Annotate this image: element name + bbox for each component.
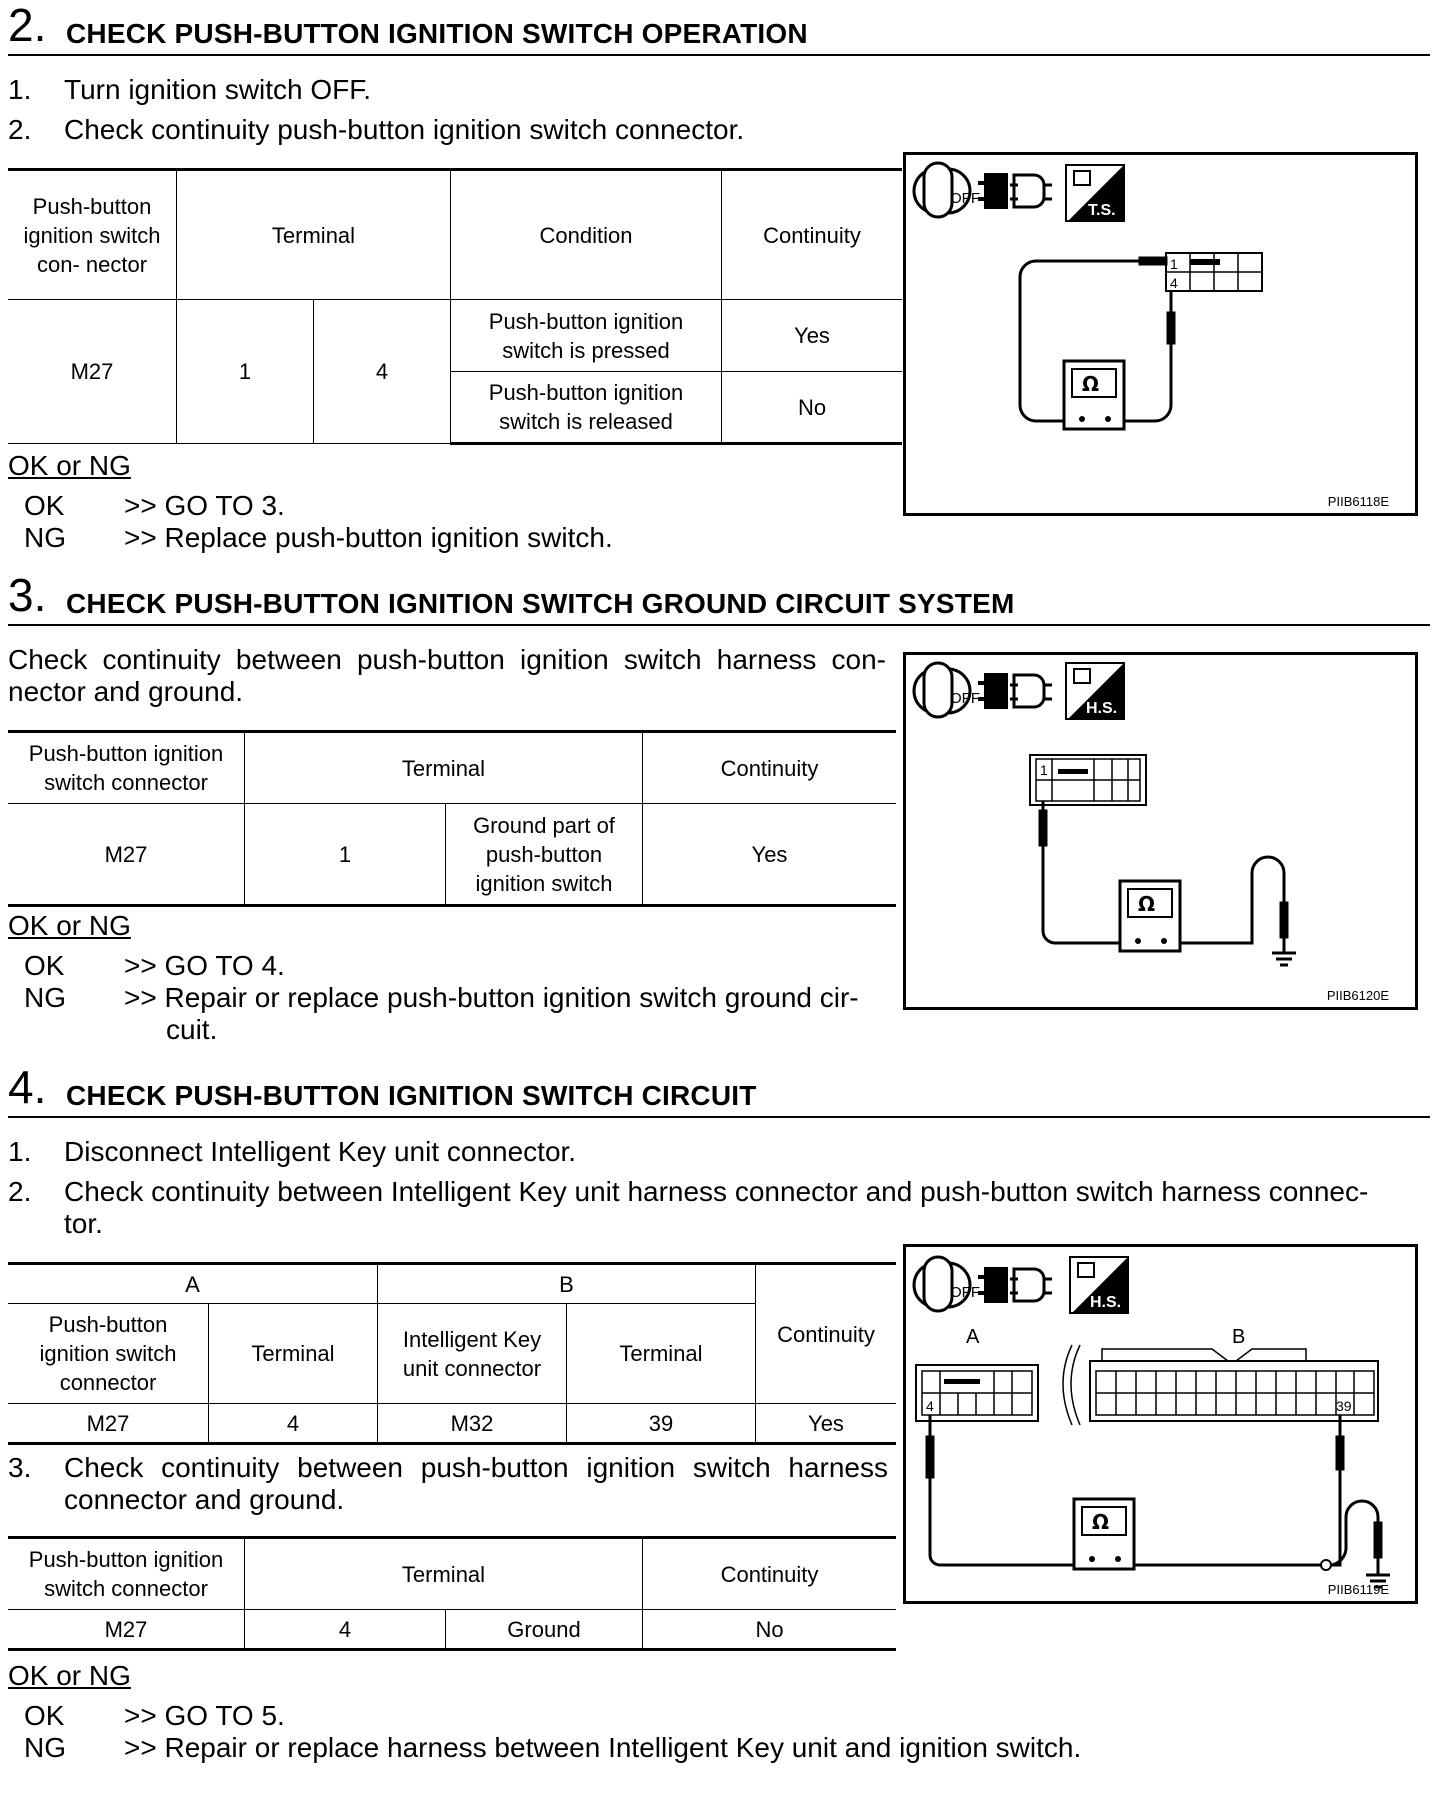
header-condition: Condition	[451, 170, 722, 300]
result-key: NG	[24, 1732, 66, 1763]
cell-connector: M27	[8, 804, 245, 906]
connector-disconnect-icon	[978, 1267, 1052, 1303]
header-terminal: Terminal	[177, 170, 451, 300]
section-3-ok-or-ng: OK or NG	[8, 910, 131, 941]
step-number: 2.	[8, 114, 32, 145]
figure-id: PIIB6120E	[1326, 988, 1389, 1003]
cell-continuity-released: No	[722, 372, 903, 444]
connector-b-face	[1063, 1345, 1378, 1425]
connector-face	[1166, 253, 1262, 291]
step-text: Check continuity push-button ignition switch connector.	[64, 114, 745, 145]
cell-condition-pressed: Push-button ignition switch is pressed	[451, 300, 722, 372]
ohm-symbol: Ω	[1082, 372, 1100, 396]
pin-label-1: 1	[1040, 762, 1048, 778]
pin-label-39: 39	[1336, 1398, 1352, 1414]
connector-disconnect-icon	[978, 673, 1052, 709]
figure-piib6118e	[903, 152, 1418, 516]
section-4-title: CHECK PUSH-BUTTON IGNITION SWITCH CIRCUIT	[66, 1080, 757, 1111]
cell-connector-a: M27	[8, 1404, 209, 1444]
figure-id: PIIB6119E	[1327, 1582, 1389, 1597]
cell-continuity-pressed: Yes	[722, 300, 903, 372]
probe-wires	[927, 1415, 1390, 1587]
header-connector-b: Intelligent Key unit connector	[378, 1304, 567, 1404]
section-3-header	[8, 569, 1430, 626]
result-key: NG	[24, 522, 66, 553]
cell-continuity: Yes	[643, 804, 897, 906]
step-number: 3.	[8, 1452, 32, 1483]
ignition-off-icon	[914, 1257, 980, 1311]
section-3-ng-result-continued: cuit.	[166, 1014, 218, 1045]
cell-ground: Ground part of push-button ignition switch	[446, 804, 643, 906]
cell-terminal: 4	[245, 1610, 446, 1650]
cell-terminal-a: 4	[209, 1404, 378, 1444]
step-text: Turn ignition switch OFF.	[64, 74, 372, 105]
cell-terminal-2: 4	[314, 300, 451, 444]
header-terminal: Terminal	[245, 1538, 643, 1610]
section-4-step-2-continued: tor.	[64, 1208, 103, 1239]
result-key: OK	[24, 950, 65, 981]
step-text: Check continuity between push-button ignition switch harness connector and ground.	[64, 1452, 888, 1515]
section-2-title: CHECK PUSH-BUTTON IGNITION SWITCH OPERATION	[66, 18, 808, 49]
svg-text:OFF: OFF	[950, 690, 980, 707]
cell-ground: Ground	[446, 1610, 643, 1650]
header-a: A	[8, 1264, 378, 1304]
section-4-continuity-table-a	[8, 1262, 896, 1445]
result-value: >> Replace push-button ignition switch.	[124, 522, 613, 553]
header-b: B	[378, 1264, 756, 1304]
cell-terminal-1: 1	[177, 300, 314, 444]
section-4-continuity-table-b	[8, 1536, 896, 1651]
cell-connector: M27	[8, 1610, 245, 1650]
cell-continuity: No	[643, 1610, 897, 1650]
pin-label-4: 4	[1170, 275, 1178, 291]
header-continuity: Continuity	[643, 732, 897, 804]
cell-condition-released: Push-button ignition switch is released	[451, 372, 722, 444]
result-value: >> GO TO 5.	[124, 1700, 285, 1731]
svg-text:OFF: OFF	[950, 190, 980, 207]
section-3-continuity-table	[8, 730, 896, 907]
section-3-title: CHECK PUSH-BUTTON IGNITION SWITCH GROUND CIRCUIT SYSTEM	[66, 588, 1015, 619]
header-continuity: Continuity	[756, 1264, 897, 1404]
result-key: OK	[24, 1700, 65, 1731]
connector-disconnect-icon	[978, 173, 1052, 209]
ignition-off-icon	[914, 663, 980, 717]
connector-a-face	[916, 1365, 1038, 1421]
result-value: >> Repair or replace push-button ignition switch ground cir-	[124, 982, 859, 1013]
result-key: NG	[24, 982, 66, 1013]
figure-tag: H.S.	[1086, 700, 1118, 717]
figure-piib6120e	[903, 652, 1418, 1010]
section-2-ok-or-ng: OK or NG	[8, 450, 131, 481]
ohm-symbol: Ω	[1138, 892, 1156, 916]
connector-label-b: B	[1232, 1326, 1246, 1348]
header-connector-a: Push-button ignition switch connector	[8, 1304, 209, 1404]
section-2-number: 2.	[8, 0, 47, 51]
header-connector: Push-button ignition switch con- nector	[8, 170, 177, 300]
cell-connector-b: M32	[378, 1404, 567, 1444]
result-value: >> GO TO 4.	[124, 950, 285, 981]
figure-id: PIIB6118E	[1327, 494, 1389, 509]
pin-label-1: 1	[1170, 256, 1178, 272]
pin-label-4: 4	[926, 1398, 934, 1414]
result-value: >> GO TO 3.	[124, 490, 285, 521]
cell-terminal: 1	[245, 804, 446, 906]
cell-continuity: Yes	[756, 1404, 897, 1444]
cell-connector: M27	[8, 300, 177, 444]
step-number: 1.	[8, 1136, 32, 1167]
section-4-header	[8, 1061, 1430, 1118]
result-key: OK	[24, 490, 65, 521]
svg-text:OFF: OFF	[950, 1284, 980, 1301]
header-terminal: Terminal	[245, 732, 643, 804]
ignition-off-icon	[914, 163, 980, 217]
result-value: >> Repair or replace harness between Intelligent Key unit and ignition switch.	[124, 1732, 1082, 1763]
figure-tag: T.S.	[1088, 202, 1116, 219]
section-4-ok-or-ng: OK or NG	[8, 1660, 131, 1691]
figure-piib6119e	[903, 1244, 1418, 1604]
header-terminal-a: Terminal	[209, 1304, 378, 1404]
header-connector: Push-button ignition switch connector	[8, 732, 245, 804]
step-text: Disconnect Intelligent Key unit connector.	[64, 1136, 577, 1167]
section-2-header	[8, 0, 1430, 56]
connector-label-a: A	[966, 1326, 980, 1348]
header-continuity: Continuity	[643, 1538, 897, 1610]
section-3-instruction: Check continuity between push-button ignition switch harness con- nector and ground.	[8, 644, 886, 707]
figure-tag: H.S.	[1090, 1294, 1122, 1311]
section-2-continuity-table	[8, 168, 902, 445]
cell-terminal-b: 39	[567, 1404, 756, 1444]
header-continuity: Continuity	[722, 170, 903, 300]
ohm-symbol: Ω	[1092, 1510, 1110, 1534]
header-terminal-b: Terminal	[567, 1304, 756, 1404]
header-connector: Push-button ignition switch connector	[8, 1538, 245, 1610]
section-4-number: 4.	[8, 1061, 47, 1113]
step-number: 2.	[8, 1176, 32, 1207]
step-text: Check continuity between Intelligent Key unit harness connector and push-button switch harness connec-	[64, 1176, 1369, 1207]
step-number: 1.	[8, 74, 32, 105]
section-3-number: 3.	[8, 569, 47, 621]
